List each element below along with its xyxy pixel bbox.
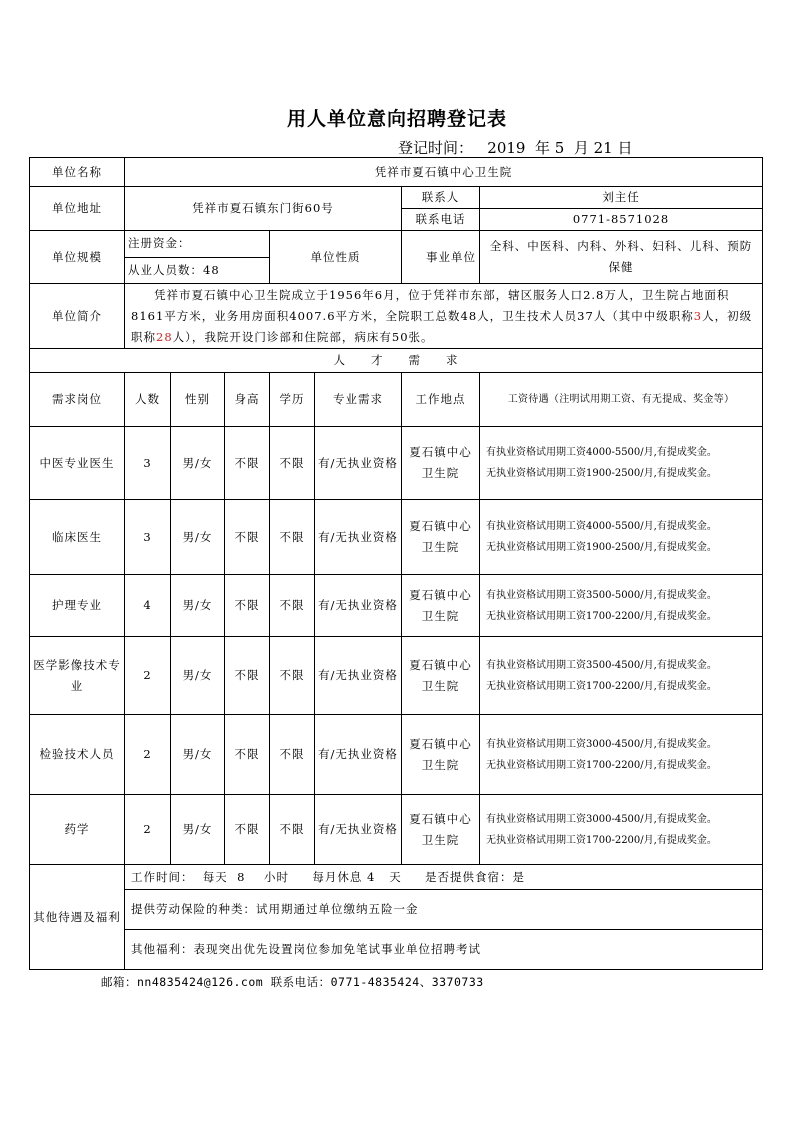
job-education: 不限 (270, 575, 315, 637)
job-row (30, 427, 763, 500)
wage-uncertified: 无执业资格试用期工资1900-2500/月,有提成奖金。 (486, 542, 717, 553)
job-major: 有/无执业资格 (315, 500, 402, 575)
wage-certified: 有执业资格试用期工资4000-5500/月,有提成奖金。 (486, 447, 717, 458)
job-position: 临床医生 (30, 500, 125, 575)
intro-text-c: 人），我院开设门诊部和住院部，病床有50张。 (172, 329, 434, 344)
col-education: 学历 (270, 373, 315, 427)
job-row (30, 715, 763, 795)
unit-intro-label: 单位简介 (30, 284, 125, 349)
job-count: 3 (125, 427, 171, 500)
wage-uncertified: 无执业资格试用期工资1700-2200/月,有提成奖金。 (486, 610, 717, 622)
jobs-header-row (30, 373, 763, 427)
intro-text-a: 凭祥市夏石镇中心卫生院成立于1956年6月，位于凭祥市东部，辖区服务人口2.8万人，卫生院占地面积8161平方米，业务用房面积4007.6平方米，全院职工总数48人，卫生技术人员37人（其中中级职称 (131, 287, 730, 323)
job-position: 中医专业医生 (30, 427, 125, 500)
col-position: 需求岗位 (30, 373, 125, 427)
job-education: 不限 (270, 427, 315, 500)
unit-address-value: 凭祥市夏石镇东门街60号 (125, 187, 402, 231)
job-height: 不限 (225, 637, 270, 715)
job-count: 2 (125, 715, 171, 795)
job-wage (480, 795, 763, 865)
job-count: 4 (125, 575, 171, 637)
wage-certified: 有执业资格试用期工资3000-4500/月,有提成奖金。 (486, 813, 717, 825)
job-education: 不限 (270, 500, 315, 575)
intro-text-b: 人，初级职称 (131, 308, 753, 344)
unit-nature-label: 单位性质 (270, 231, 402, 284)
job-gender: 男/女 (171, 637, 225, 715)
unit-intro-text (125, 284, 763, 349)
registration-date: 登记时间： 2019 年 5 月 21 日 (398, 139, 633, 157)
unit-scale-row (30, 231, 763, 258)
job-wage (480, 637, 763, 715)
job-gender: 男/女 (171, 427, 225, 500)
col-count: 人数 (125, 373, 171, 427)
job-wage (480, 500, 763, 575)
job-location: 夏石镇中心卫生院 (402, 575, 480, 637)
job-major: 有/无执业资格 (315, 795, 402, 865)
intro-junior-count: 28 (156, 329, 173, 344)
job-row (30, 500, 763, 575)
job-height: 不限 (225, 500, 270, 575)
other-benefits: 其他福利：表现突出优先设置岗位参加免笔试事业单位招聘考试 (125, 930, 763, 970)
footer-contact: 邮箱：nn4835424@126.com 联系电话：0771-4835424、3370733 (101, 975, 484, 989)
nature-scope-cell (402, 231, 480, 284)
job-height: 不限 (225, 795, 270, 865)
unit-nature-value: 事业单位 (426, 249, 476, 264)
other-benefits-row (30, 930, 763, 970)
contact-person-label: 联系人 (402, 187, 480, 209)
talent-demand-header: 人 才 需 求 (30, 349, 763, 373)
talent-demand-row (30, 349, 763, 373)
unit-name-row (30, 158, 763, 187)
col-major: 专业需求 (315, 373, 402, 427)
job-gender: 男/女 (171, 575, 225, 637)
unit-address-row (30, 187, 763, 209)
wage-uncertified: 无执业资格试用期工资1900-2500/月,有提成奖金。 (486, 468, 717, 479)
work-time-row (30, 865, 763, 890)
job-count: 3 (125, 500, 171, 575)
registered-capital: 注册资金： (125, 231, 270, 258)
wage-uncertified: 无执业资格试用期工资1700-2200/月,有提成奖金。 (486, 834, 717, 846)
job-wage (480, 575, 763, 637)
unit-name-label: 单位名称 (30, 158, 125, 187)
job-major: 有/无执业资格 (315, 427, 402, 500)
job-row (30, 575, 763, 637)
wage-certified: 有执业资格试用期工资3000-4500/月,有提成奖金。 (486, 738, 717, 750)
contact-phone-value: 0771-8571028 (480, 209, 763, 231)
col-wage: 工资待遇（注明试用期工资、有无提成、奖金等） (480, 373, 763, 427)
contact-phone-label: 联系电话 (402, 209, 480, 231)
job-height: 不限 (225, 575, 270, 637)
job-row (30, 795, 763, 865)
job-location: 夏石镇中心卫生院 (402, 500, 480, 575)
job-major: 有/无执业资格 (315, 575, 402, 637)
insurance-row (30, 890, 763, 930)
col-height: 身高 (225, 373, 270, 427)
job-height: 不限 (225, 715, 270, 795)
job-gender: 男/女 (171, 715, 225, 795)
col-gender: 性别 (171, 373, 225, 427)
employee-count: 从业人员数：48 (125, 257, 270, 284)
contact-person-value: 刘主任 (480, 187, 763, 209)
unit-intro-row (30, 284, 763, 349)
job-gender: 男/女 (171, 795, 225, 865)
page-title: 用人单位意向招聘登记表 (286, 108, 507, 130)
job-major: 有/无执业资格 (315, 637, 402, 715)
job-row (30, 637, 763, 715)
unit-scale-label: 单位规模 (30, 231, 125, 284)
benefits-label: 其他待遇及福利 (30, 865, 125, 970)
job-location: 夏石镇中心卫生院 (402, 427, 480, 500)
job-education: 不限 (270, 715, 315, 795)
job-position: 检验技术人员 (30, 715, 125, 795)
wage-uncertified: 无执业资格试用期工资1700-2200/月,有提成奖金。 (486, 680, 717, 692)
job-location: 夏石镇中心卫生院 (402, 795, 480, 865)
recruitment-form-table (29, 157, 763, 970)
job-education: 不限 (270, 795, 315, 865)
wage-uncertified: 无执业资格试用期工资1700-2200/月,有提成奖金。 (486, 759, 717, 771)
job-position: 药学 (30, 795, 125, 865)
business-scope-value: 全科、中医科、内科、外科、妇科、儿科、预防保健 (480, 231, 763, 284)
unit-name-value: 凭祥市夏石镇中心卫生院 (125, 158, 763, 187)
job-position: 医学影像技术专业 (30, 637, 125, 715)
job-location: 夏石镇中心卫生院 (402, 637, 480, 715)
work-time: 工作时间： 每天 8 小时 每月休息 4 天 是否提供食宿：是 (125, 865, 763, 890)
job-wage (480, 427, 763, 500)
wage-certified: 有执业资格试用期工资3500-4500/月,有提成奖金。 (486, 659, 717, 671)
job-position: 护理专业 (30, 575, 125, 637)
job-education: 不限 (270, 637, 315, 715)
job-count: 2 (125, 637, 171, 715)
job-location: 夏石镇中心卫生院 (402, 715, 480, 795)
job-gender: 男/女 (171, 500, 225, 575)
col-location: 工作地点 (402, 373, 480, 427)
insurance-types: 提供劳动保险的种类：试用期通过单位缴纳五险一金 (125, 890, 763, 930)
job-wage (480, 715, 763, 795)
unit-address-label: 单位地址 (30, 187, 125, 231)
intro-mid-count: 3 (693, 308, 703, 323)
wage-certified: 有执业资格试用期工资4000-5500/月,有提成奖金。 (486, 521, 717, 532)
wage-certified: 有执业资格试用期工资3500-5000/月,有提成奖金。 (486, 589, 717, 601)
job-count: 2 (125, 795, 171, 865)
job-height: 不限 (225, 427, 270, 500)
job-major: 有/无执业资格 (315, 715, 402, 795)
